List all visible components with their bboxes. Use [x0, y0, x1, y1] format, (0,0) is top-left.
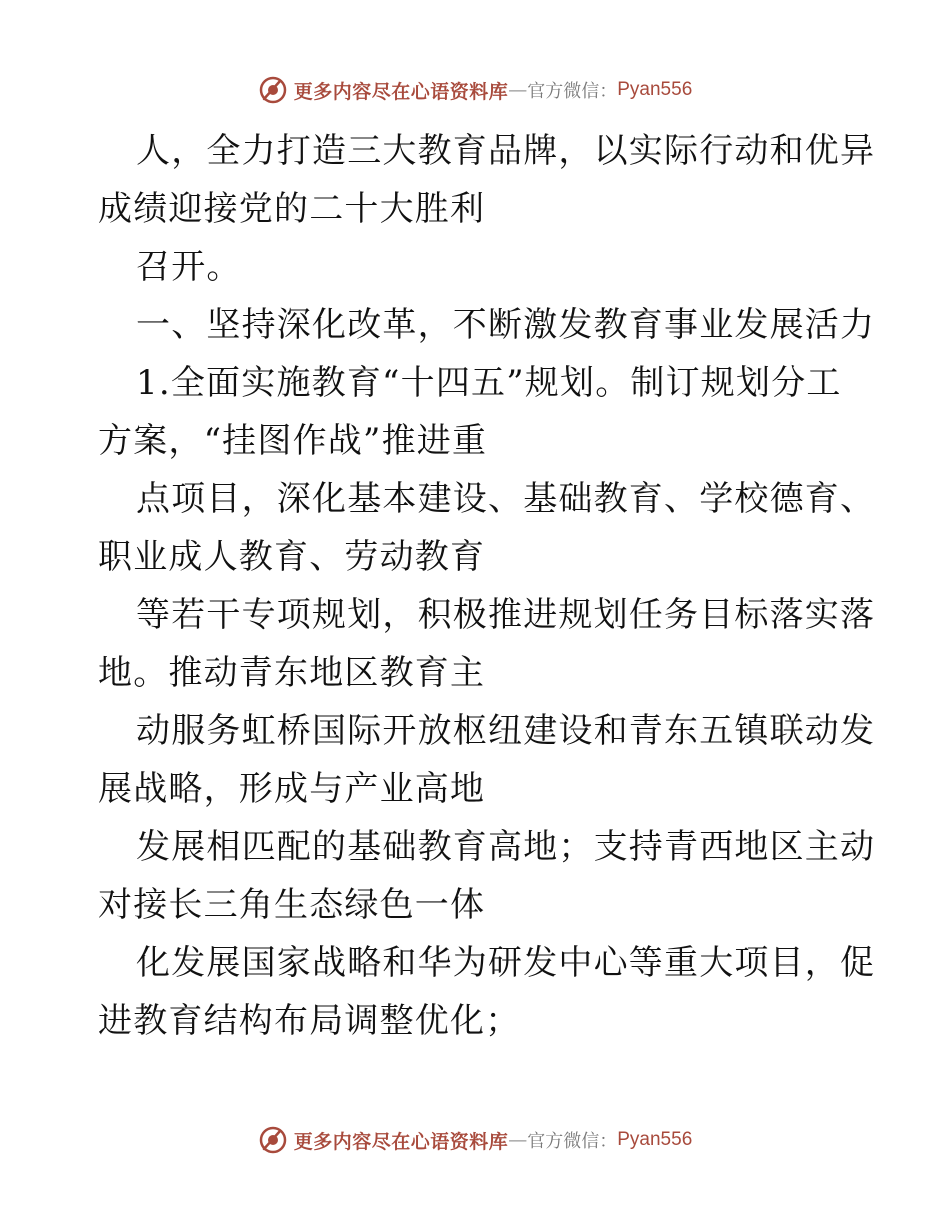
watermark-wechat-id: Pyan556: [617, 79, 693, 100]
watermark-text: 更多内容尽在心语资料库: [293, 1130, 509, 1153]
document-body: [98, 122, 876, 1050]
logo-icon: [258, 1125, 288, 1155]
footer-watermark: [0, 1120, 950, 1160]
body-line: 点项目，深化基本建设、基础教育、学校德育、: [136, 479, 876, 519]
body-line: 方案，“挂图作战”推进重: [98, 421, 488, 461]
body-line: 地。推动青东地区教育主: [98, 653, 486, 693]
watermark-wechat-label: 官方微信：: [527, 1131, 618, 1152]
body-line: 1.全面实施教育“十四五”规划。制订规划分工: [136, 363, 842, 403]
header-watermark: [0, 70, 950, 110]
body-line: 化发展国家战略和华为研发中心等重大项目，促: [136, 943, 876, 983]
watermark-dash: —: [508, 79, 528, 101]
watermark-wechat-id: Pyan556: [617, 1129, 693, 1150]
section-heading: 一、坚持深化改革，不断激发教育事业发展活力: [136, 305, 876, 345]
body-line: 等若干专项规划，积极推进规划任务目标落实落: [136, 595, 876, 635]
logo-icon: [258, 75, 288, 105]
body-line: 召开。: [136, 247, 242, 287]
watermark-wechat-label: 官方微信：: [527, 81, 618, 102]
body-line: 进教育结构布局调整优化；: [98, 1001, 521, 1041]
watermark-text: 更多内容尽在心语资料库: [293, 80, 509, 103]
watermark-dash: —: [508, 1129, 528, 1151]
body-line: 成绩迎接党的二十大胜利: [98, 189, 486, 229]
body-line: 人，全力打造三大教育品牌，以实际行动和优异: [136, 131, 876, 171]
body-line: 发展相匹配的基础教育高地；支持青西地区主动: [136, 827, 876, 867]
body-line: 动服务虹桥国际开放枢纽建设和青东五镇联动发: [136, 711, 876, 751]
body-line: 对接长三角生态绿色一体: [98, 885, 486, 925]
body-line: 职业成人教育、劳动教育: [98, 537, 486, 577]
body-line: 展战略，形成与产业高地: [98, 769, 486, 809]
